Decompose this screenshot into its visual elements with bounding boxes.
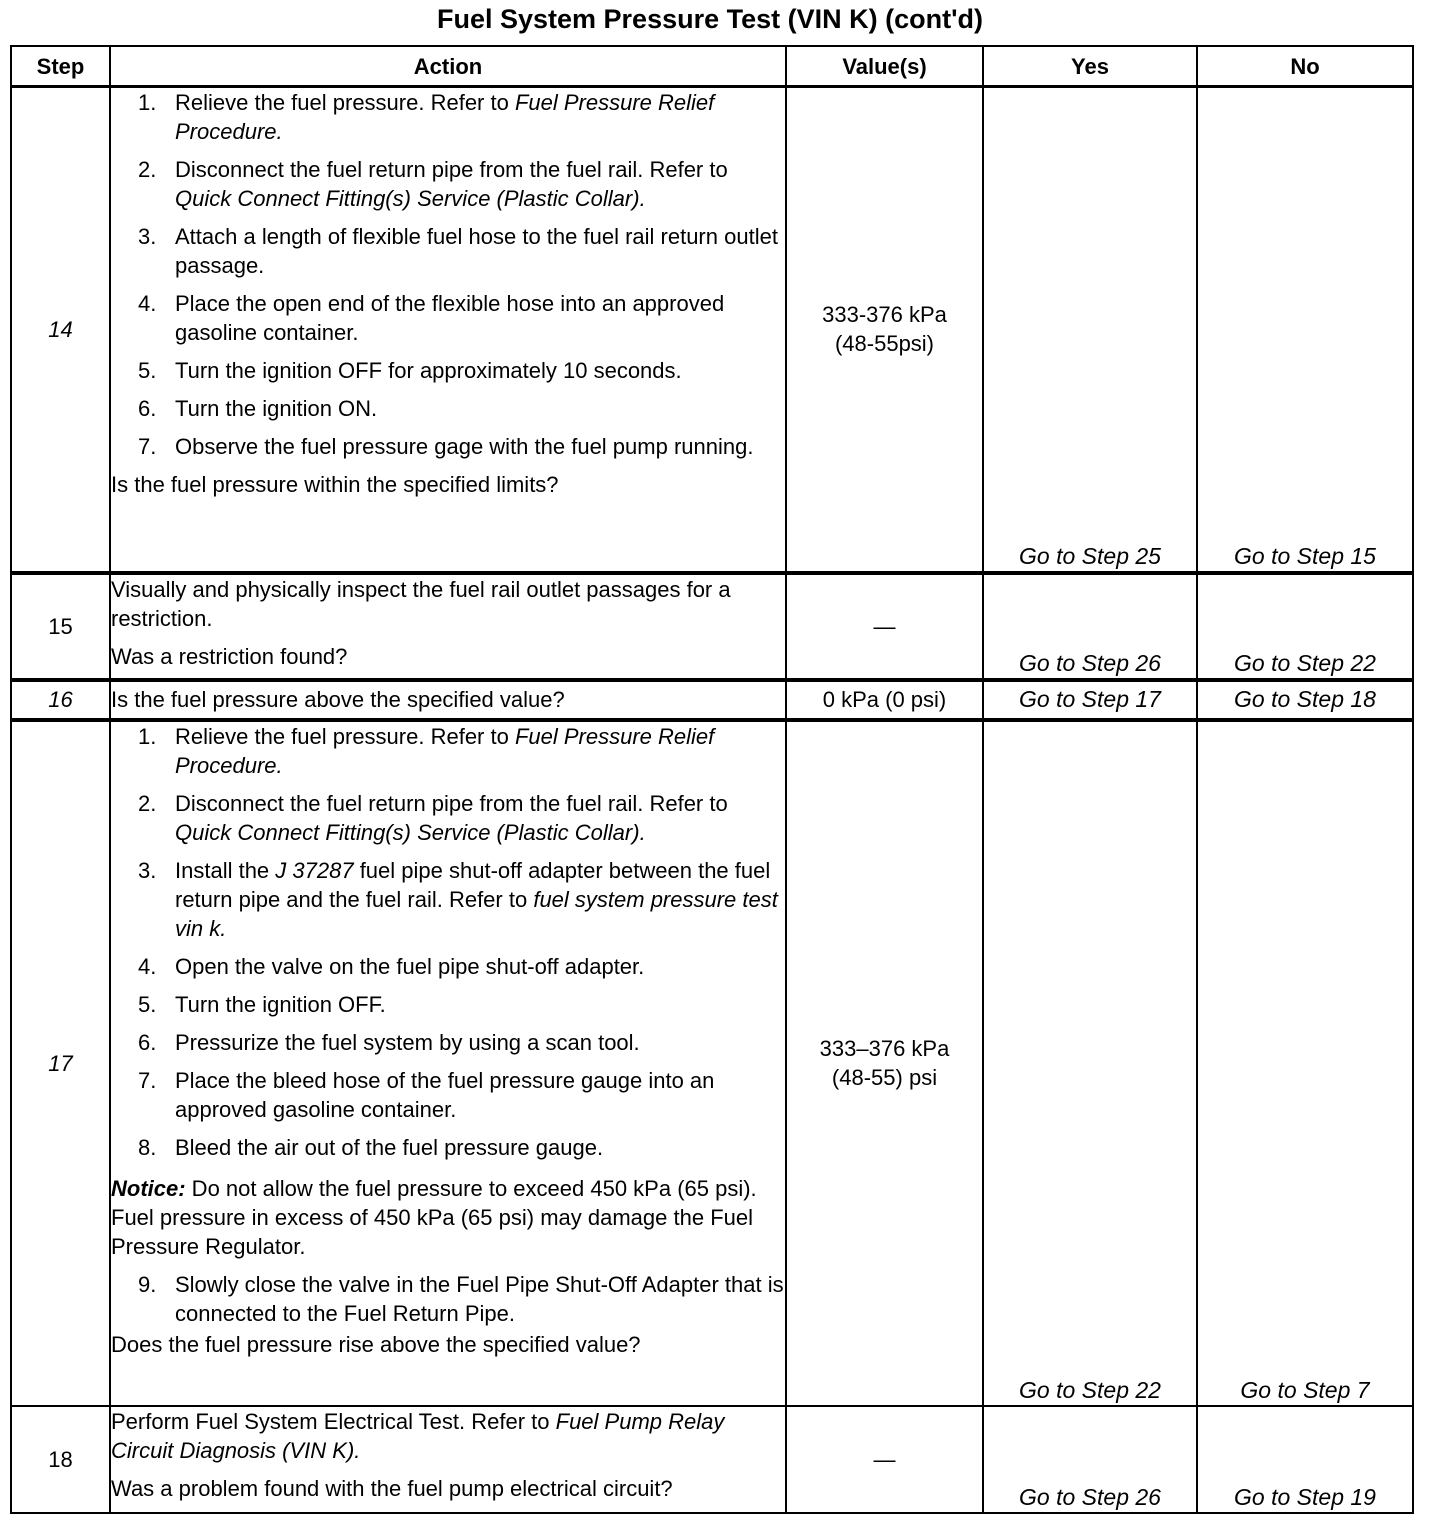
no-cell: Go to Step 7 xyxy=(1197,720,1413,1406)
step-number: 18 xyxy=(11,1406,110,1513)
yes-cell: Go to Step 26 xyxy=(983,1406,1197,1513)
yes-cell: Go to Step 22 xyxy=(983,720,1197,1406)
action-steps xyxy=(111,88,785,461)
step-number: 14 xyxy=(11,87,110,573)
list-item: 1. Relieve the fuel pressure. Refer to Fuel Pressure Relief Procedure. xyxy=(138,90,715,144)
list-item: 3. Attach a length of flexible fuel hose to the fuel rail return outlet passage. xyxy=(138,224,778,278)
list-item: 2. Disconnect the fuel return pipe from the fuel rail. Refer to Quick Connect Fitting(s) Service (Plastic Collar). xyxy=(138,790,728,845)
procedure-table xyxy=(10,45,1414,1514)
action-steps xyxy=(111,722,785,1162)
list-item: 6. Pressurize the fuel system by using a scan tool. xyxy=(138,1029,640,1055)
no-cell: Go to Step 15 xyxy=(1197,87,1413,573)
yes-cell: Go to Step 25 xyxy=(983,87,1197,573)
list-item: 9. Slowly close the valve in the Fuel Pipe Shut-Off Adapter that is connected to the Fuel Return Pipe. xyxy=(138,1271,784,1326)
value-line: (48-55) psi xyxy=(831,1065,938,1090)
list-item: 2. Disconnect the fuel return pipe from the fuel rail. Refer to Quick Connect Fitting(s) Service (Plastic Collar). xyxy=(138,157,728,211)
table-row xyxy=(11,573,1413,680)
no-cell: Go to Step 18 xyxy=(1197,680,1413,720)
action-question: Is the fuel pressure above the specified value? xyxy=(111,687,565,712)
table-row xyxy=(11,87,1413,573)
value-cell xyxy=(786,720,983,1406)
list-item: 6. Turn the ignition ON. xyxy=(138,396,378,421)
action-question: Is the fuel pressure within the specified limits? xyxy=(111,472,559,497)
yes-cell: Go to Step 26 xyxy=(983,573,1197,680)
action-question: Was a restriction found? xyxy=(111,643,348,669)
value-cell xyxy=(786,87,983,573)
list-item: 4. Place the open end of the flexible hose into an approved gasoline container. xyxy=(138,291,725,345)
page-title: Fuel System Pressure Test (VIN K) (cont'd) xyxy=(436,4,984,34)
list-item: 4. Open the valve on the fuel pipe shut-off adapter. xyxy=(138,953,645,979)
table-row xyxy=(11,680,1413,720)
yes-cell: Go to Step 17 xyxy=(983,680,1197,720)
header-step: Step xyxy=(11,46,110,87)
value-line: 333-376 kPa xyxy=(822,302,947,328)
table-row xyxy=(11,1406,1413,1513)
header-no: No xyxy=(1197,46,1413,87)
value-cell: — xyxy=(786,573,983,680)
header-values: Value(s) xyxy=(786,46,983,87)
action-text: Perform Fuel System Electrical Test. Refer to Fuel Pump Relay Circuit Diagnosis (VIN K). xyxy=(111,1408,725,1463)
no-cell: Go to Step 22 xyxy=(1197,573,1413,680)
action-cell xyxy=(110,720,786,1406)
list-item: 3. Install the J 37287 fuel pipe shut-off adapter between the fuel return pipe and the fuel rail. Refer to fuel system pressure test vin k. xyxy=(138,857,778,941)
step-number: 17 xyxy=(11,720,110,1406)
step-number: 15 xyxy=(11,573,110,680)
list-item: 5. Turn the ignition OFF. xyxy=(138,991,386,1017)
action-question: Does the fuel pressure rise above the specified value? xyxy=(111,1331,641,1357)
action-cell xyxy=(110,680,786,720)
no-cell: Go to Step 19 xyxy=(1197,1406,1413,1513)
action-cell xyxy=(110,573,786,680)
action-steps xyxy=(111,1270,785,1328)
value-line: (48-55psi) xyxy=(834,331,935,357)
step-number: 16 xyxy=(11,680,110,720)
value-line: 333–376 kPa xyxy=(819,1036,950,1061)
action-cell xyxy=(110,87,786,573)
action-question: Was a problem found with the fuel pump electrical circuit? xyxy=(111,1475,673,1501)
list-item: 5. Turn the ignition OFF for approximately 10 seconds. xyxy=(138,358,682,383)
table-row xyxy=(11,720,1413,1406)
header-action: Action xyxy=(110,46,786,87)
list-item: 7. Place the bleed hose of the fuel pressure gauge into an approved gasoline container. xyxy=(138,1067,715,1122)
list-item: 1. Relieve the fuel pressure. Refer to Fuel Pressure Relief Procedure. xyxy=(138,723,715,778)
value-cell: 0 kPa (0 psi) xyxy=(786,680,983,720)
table-header-row xyxy=(11,46,1413,87)
list-item: 7. Observe the fuel pressure gage with the fuel pump running. xyxy=(138,434,754,459)
list-item: 8. Bleed the air out of the fuel pressure gauge. xyxy=(138,1134,604,1160)
notice: Notice: Do not allow the fuel pressure to exceed 450 kPa (65 psi). Fuel pressure in excess of 450 kPa (65 psi) may damage the Fuel Pressure Regulator. xyxy=(111,1175,757,1259)
action-cell xyxy=(110,1406,786,1513)
header-yes: Yes xyxy=(983,46,1197,87)
value-cell: — xyxy=(786,1406,983,1513)
action-text: Visually and physically inspect the fuel rail outlet passages for a restriction. xyxy=(111,576,731,631)
